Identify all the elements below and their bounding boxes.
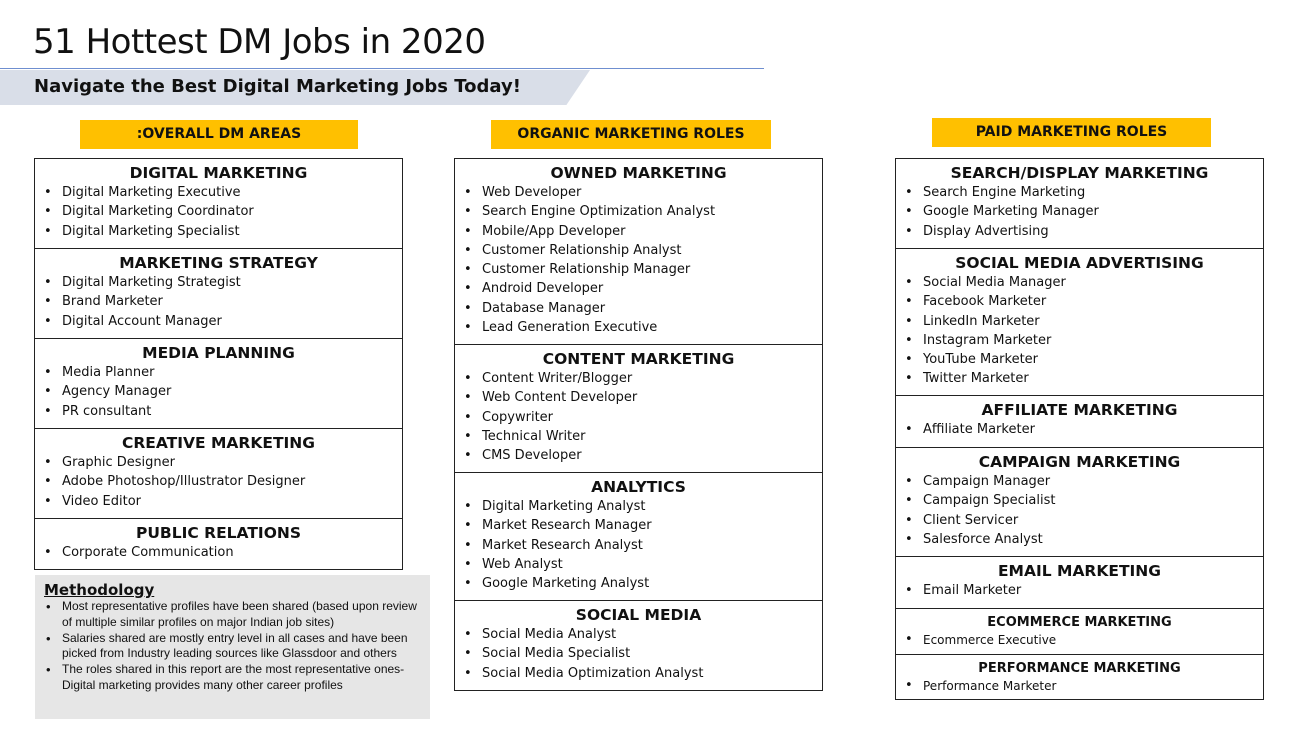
section-media-planning bbox=[35, 339, 402, 429]
role-item: • Ecommerce Executive bbox=[896, 631, 1263, 649]
section-title: CREATIVE MARKETING bbox=[121, 434, 315, 452]
column-header-overall: :OVERALL DM AREAS bbox=[80, 120, 358, 149]
methodology-title: Methodology bbox=[44, 581, 155, 599]
role-item: • Social Media Manager bbox=[896, 273, 1263, 292]
role-item: • Video Editor bbox=[35, 492, 402, 511]
section-title: ECOMMERCE MARKETING bbox=[987, 615, 1172, 630]
role-list bbox=[896, 677, 1263, 695]
role-item: • Agency Manager bbox=[35, 382, 402, 401]
role-item: • Graphic Designer bbox=[35, 453, 402, 472]
role-item: • Content Writer/Blogger bbox=[455, 369, 822, 388]
paid-marketing-box bbox=[895, 158, 1264, 700]
methodology-item: • Most representative profiles have been shared (based upon review of multiple similar profiles on major Indian job sites) bbox=[44, 599, 420, 631]
role-item: • Adobe Photoshop/Illustrator Designer bbox=[35, 472, 402, 491]
section-title: MARKETING STRATEGY bbox=[119, 254, 318, 272]
role-item: • Social Media Analyst bbox=[455, 625, 822, 644]
role-item: • CMS Developer bbox=[455, 446, 822, 465]
role-item: • Email Marketer bbox=[896, 581, 1263, 600]
role-item: • Customer Relationship Analyst bbox=[455, 241, 822, 260]
role-item: • Digital Marketing Strategist bbox=[35, 273, 402, 292]
role-item: • Search Engine Optimization Analyst bbox=[455, 202, 822, 221]
role-item: • Digital Marketing Executive bbox=[35, 183, 402, 202]
section-analytics bbox=[455, 473, 822, 601]
role-item: • Google Marketing Analyst bbox=[455, 574, 822, 593]
role-item: • Salesforce Analyst bbox=[896, 530, 1263, 549]
section-public-relations bbox=[35, 519, 402, 571]
title-divider bbox=[0, 68, 764, 69]
section-marketing-strategy bbox=[35, 249, 402, 339]
methodology-item: • The roles shared in this report are the most representative ones- Digital marketing provides many other career profiles bbox=[44, 662, 420, 694]
section-title: SOCIAL MEDIA bbox=[575, 606, 702, 624]
section-digital-marketing bbox=[35, 159, 402, 249]
section-campaign-marketing bbox=[896, 448, 1263, 557]
role-item: • Social Media Specialist bbox=[455, 644, 822, 663]
role-list bbox=[35, 273, 402, 331]
section-social-media bbox=[455, 601, 822, 691]
section-title: PUBLIC RELATIONS bbox=[135, 524, 302, 542]
organic-marketing-box bbox=[454, 158, 823, 691]
role-item: • Google Marketing Manager bbox=[896, 202, 1263, 221]
role-item: • Brand Marketer bbox=[35, 292, 402, 311]
role-list bbox=[35, 453, 402, 511]
role-item: • Display Advertising bbox=[896, 222, 1263, 241]
role-item: • Copywriter bbox=[455, 408, 822, 427]
section-ecommerce-marketing bbox=[896, 609, 1263, 655]
section-email-marketing bbox=[896, 557, 1263, 609]
section-title: EMAIL MARKETING bbox=[997, 562, 1162, 580]
role-item: • Performance Marketer bbox=[896, 677, 1263, 695]
role-item: • Web Content Developer bbox=[455, 388, 822, 407]
role-item: • Market Research Analyst bbox=[455, 536, 822, 555]
section-title: SOCIAL MEDIA ADVERTISING bbox=[955, 254, 1204, 272]
section-search-display-marketing bbox=[896, 159, 1263, 249]
role-item: • PR consultant bbox=[35, 402, 402, 421]
section-affiliate-marketing bbox=[896, 396, 1263, 448]
section-title: SEARCH/DISPLAY MARKETING bbox=[950, 164, 1209, 182]
role-item: • YouTube Marketer bbox=[896, 350, 1263, 369]
role-item: • Market Research Manager bbox=[455, 516, 822, 535]
role-list bbox=[455, 369, 822, 465]
role-list bbox=[35, 363, 402, 421]
section-title: MEDIA PLANNING bbox=[142, 344, 295, 362]
methodology-panel bbox=[35, 575, 430, 719]
page-subtitle: Navigate the Best Digital Marketing Jobs Today! bbox=[34, 76, 521, 97]
methodology-list bbox=[44, 599, 420, 694]
role-list bbox=[896, 472, 1263, 549]
role-list bbox=[896, 631, 1263, 649]
role-item: • Digital Marketing Analyst bbox=[455, 497, 822, 516]
role-item: • Digital Marketing Coordinator bbox=[35, 202, 402, 221]
section-title: PERFORMANCE MARKETING bbox=[978, 661, 1181, 676]
page-title: 51 Hottest DM Jobs in 2020 bbox=[33, 22, 486, 62]
section-title: ANALYTICS bbox=[591, 478, 686, 496]
role-list bbox=[455, 497, 822, 593]
role-item: • Twitter Marketer bbox=[896, 369, 1263, 388]
role-item: • Affiliate Marketer bbox=[896, 420, 1263, 439]
section-title: CONTENT MARKETING bbox=[542, 350, 735, 368]
role-item: • LinkedIn Marketer bbox=[896, 312, 1263, 331]
section-title: CAMPAIGN MARKETING bbox=[978, 453, 1181, 471]
role-list bbox=[455, 625, 822, 683]
section-content-marketing bbox=[455, 345, 822, 473]
role-item: • Client Servicer bbox=[896, 511, 1263, 530]
role-list bbox=[896, 420, 1263, 439]
overall-dm-areas-box bbox=[34, 158, 403, 570]
section-owned-marketing bbox=[455, 159, 822, 345]
role-item: • Social Media Optimization Analyst bbox=[455, 664, 822, 683]
role-list bbox=[35, 183, 402, 241]
role-item: • Database Manager bbox=[455, 299, 822, 318]
role-item: • Digital Marketing Specialist bbox=[35, 222, 402, 241]
role-item: • Campaign Manager bbox=[896, 472, 1263, 491]
role-item: • Instagram Marketer bbox=[896, 331, 1263, 350]
methodology-item: • Salaries shared are mostly entry level in all cases and have been picked from Industry leading sources like Glassdoor and others bbox=[44, 631, 420, 663]
section-title: OWNED MARKETING bbox=[550, 164, 727, 182]
role-item: • Lead Generation Executive bbox=[455, 318, 822, 337]
role-item: • Digital Account Manager bbox=[35, 312, 402, 331]
role-item: • Campaign Specialist bbox=[896, 491, 1263, 510]
role-list bbox=[896, 183, 1263, 241]
role-item: • Customer Relationship Manager bbox=[455, 260, 822, 279]
section-title: AFFILIATE MARKETING bbox=[981, 401, 1178, 419]
role-item: • Mobile/App Developer bbox=[455, 222, 822, 241]
column-header-paid: PAID MARKETING ROLES bbox=[932, 118, 1211, 147]
role-item: • Web Analyst bbox=[455, 555, 822, 574]
column-header-organic: ORGANIC MARKETING ROLES bbox=[491, 120, 771, 149]
role-list bbox=[896, 273, 1263, 389]
role-item: • Media Planner bbox=[35, 363, 402, 382]
role-list bbox=[455, 183, 822, 337]
role-list bbox=[896, 581, 1263, 600]
role-item: • Technical Writer bbox=[455, 427, 822, 446]
section-performance-marketing bbox=[896, 655, 1263, 703]
section-social-media-advertising bbox=[896, 249, 1263, 396]
section-title: DIGITAL MARKETING bbox=[129, 164, 308, 182]
role-list bbox=[35, 543, 402, 562]
role-item: • Corporate Communication bbox=[35, 543, 402, 562]
role-item: • Search Engine Marketing bbox=[896, 183, 1263, 202]
role-item: • Facebook Marketer bbox=[896, 292, 1263, 311]
section-creative-marketing bbox=[35, 429, 402, 519]
role-item: • Web Developer bbox=[455, 183, 822, 202]
role-item: • Android Developer bbox=[455, 279, 822, 298]
